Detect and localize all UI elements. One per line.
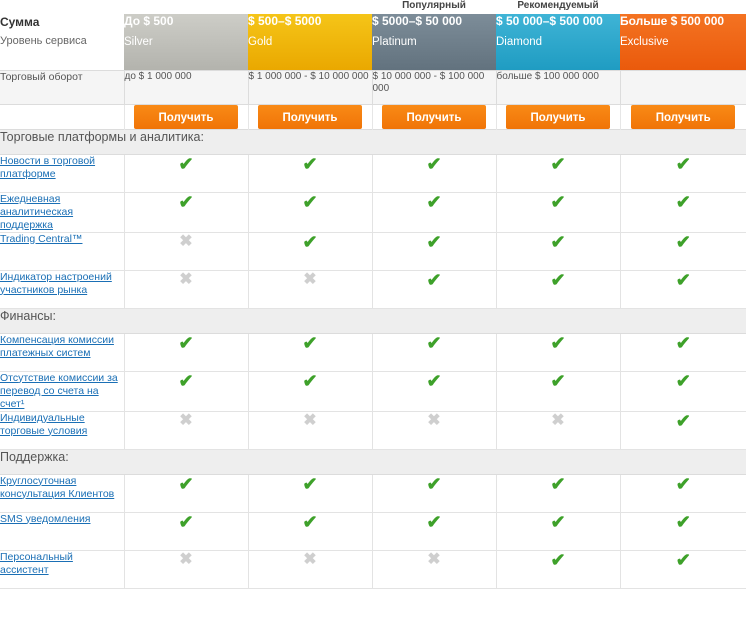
check-icon: ✔	[302, 231, 318, 252]
check-icon: ✔	[550, 549, 566, 570]
feature-value-cell	[620, 333, 746, 371]
feature-value-cell	[248, 333, 372, 371]
tier-name-exclusive: Exclusive	[620, 36, 669, 48]
feature-row	[0, 154, 746, 192]
check-icon: ✔	[550, 191, 566, 212]
feature-label-cell	[0, 411, 124, 449]
check-icon: ✔	[675, 473, 691, 494]
feature-value-cell	[496, 512, 620, 550]
feature-label-cell	[0, 270, 124, 308]
feature-value-cell	[620, 550, 746, 588]
check-icon: ✔	[302, 191, 318, 212]
feature-label-cell	[0, 512, 124, 550]
feature-value-cell	[372, 333, 496, 371]
feature-value-cell	[620, 192, 746, 232]
feature-row	[0, 192, 746, 232]
turnover-value-gold: $ 1 000 000 - $ 10 000 000	[248, 70, 372, 104]
feature-value-cell	[248, 270, 372, 308]
check-icon: ✔	[302, 511, 318, 532]
check-icon: ✔	[178, 153, 194, 174]
feature-value-cell	[372, 232, 496, 270]
check-icon: ✔	[550, 269, 566, 290]
cta-cell-silver	[124, 104, 248, 129]
ribbon-popular: Популярный	[372, 0, 496, 14]
feature-label-cell	[0, 154, 124, 192]
feature-row	[0, 333, 746, 371]
check-icon: ✔	[675, 410, 691, 431]
feature-row	[0, 232, 746, 270]
feature-label-cell	[0, 371, 124, 411]
turnover-value-platinum: $ 10 000 000 - $ 100 000 000	[372, 70, 496, 104]
check-icon: ✔	[675, 269, 691, 290]
feature-value-cell	[620, 154, 746, 192]
ribbon-cell-0	[0, 0, 124, 14]
check-icon: ✔	[550, 473, 566, 494]
feature-link[interactable]: Индикатор настроений участников рынка	[0, 270, 112, 296]
feature-label-cell	[0, 550, 124, 588]
feature-row	[0, 371, 746, 411]
feature-row	[0, 550, 746, 588]
tier-amount-exclusive: Больше $ 500 000	[620, 14, 725, 28]
feature-value-cell	[124, 550, 248, 588]
feature-link[interactable]: Индивидуальные торговые условия	[0, 411, 88, 437]
feature-value-cell	[372, 371, 496, 411]
check-icon: ✔	[302, 332, 318, 353]
feature-row	[0, 270, 746, 308]
tier-name-silver: Silver	[124, 36, 153, 48]
check-icon: ✔	[675, 153, 691, 174]
get-button-silver[interactable]: Получить	[134, 105, 238, 129]
feature-value-cell	[248, 154, 372, 192]
feature-value-cell	[496, 192, 620, 232]
feature-value-cell	[124, 154, 248, 192]
check-icon: ✔	[178, 511, 194, 532]
cta-cell-exclusive	[620, 104, 746, 129]
feature-value-cell	[620, 371, 746, 411]
check-icon: ✔	[178, 332, 194, 353]
check-icon: ✔	[550, 370, 566, 391]
ribbon-cell-2	[248, 0, 372, 14]
get-button-platinum[interactable]: Получить	[382, 105, 486, 129]
feature-value-cell	[620, 411, 746, 449]
feature-value-cell	[124, 333, 248, 371]
feature-link[interactable]: Ежедневная аналитическая поддержка	[0, 192, 74, 231]
cta-row	[0, 104, 746, 129]
feature-value-cell	[620, 232, 746, 270]
check-icon: ✔	[675, 332, 691, 353]
feature-value-cell	[372, 154, 496, 192]
turnover-value-diamond: больше $ 100 000 000	[496, 70, 620, 104]
feature-value-cell	[124, 411, 248, 449]
feature-value-cell	[124, 474, 248, 512]
feature-value-cell	[124, 270, 248, 308]
feature-value-cell	[496, 333, 620, 371]
cross-icon: ✖	[179, 550, 193, 568]
cross-icon: ✖	[303, 411, 317, 429]
feature-label-cell	[0, 192, 124, 232]
check-icon: ✔	[550, 231, 566, 252]
tier-amount-gold: $ 500–$ 5000	[248, 14, 322, 28]
header-tier-silver	[124, 14, 248, 70]
section-header-row	[0, 308, 746, 333]
check-icon: ✔	[675, 231, 691, 252]
turnover-row	[0, 70, 746, 104]
ribbon-cell-1	[124, 0, 248, 14]
check-icon: ✔	[178, 191, 194, 212]
header-legend-amount-label: Сумма	[0, 15, 40, 29]
feature-value-cell	[372, 550, 496, 588]
feature-value-cell	[620, 270, 746, 308]
section-title: Торговые платформы и аналитика:	[0, 129, 746, 154]
header-tier-platinum	[372, 14, 496, 70]
feature-value-cell	[496, 371, 620, 411]
check-icon: ✔	[302, 370, 318, 391]
check-icon: ✔	[426, 191, 442, 212]
cross-icon: ✖	[303, 550, 317, 568]
cross-icon: ✖	[427, 550, 441, 568]
tier-name-diamond: Diamond	[496, 36, 543, 48]
feature-value-cell	[496, 550, 620, 588]
tier-amount-platinum: $ 5000–$ 50 000	[372, 14, 463, 28]
feature-label-cell	[0, 333, 124, 371]
feature-value-cell	[248, 474, 372, 512]
check-icon: ✔	[426, 332, 442, 353]
feature-value-cell	[248, 232, 372, 270]
check-icon: ✔	[302, 153, 318, 174]
feature-value-cell	[248, 192, 372, 232]
tier-amount-diamond: $ 50 000–$ 500 000	[496, 14, 603, 28]
header-tier-gold	[248, 14, 372, 70]
check-icon: ✔	[675, 511, 691, 532]
feature-value-cell	[496, 154, 620, 192]
check-icon: ✔	[178, 473, 194, 494]
cross-icon: ✖	[427, 411, 441, 429]
get-button-diamond[interactable]: Получить	[506, 105, 610, 129]
check-icon: ✔	[426, 231, 442, 252]
feature-value-cell	[496, 232, 620, 270]
ribbon-recommended: Рекомендуемый	[496, 0, 620, 14]
feature-value-cell	[372, 411, 496, 449]
feature-value-cell	[372, 192, 496, 232]
check-icon: ✔	[426, 511, 442, 532]
cross-icon: ✖	[551, 411, 565, 429]
header-legend-service-label: Уровень сервиса	[0, 35, 87, 47]
header-tier-exclusive	[620, 14, 746, 70]
cta-cell-diamond	[496, 104, 620, 129]
ribbon-row	[0, 0, 746, 14]
section-title: Финансы:	[0, 308, 746, 333]
feature-value-cell	[372, 474, 496, 512]
feature-value-cell	[620, 512, 746, 550]
cta-cell-gold	[248, 104, 372, 129]
check-icon: ✔	[178, 370, 194, 391]
feature-link[interactable]: Новости в торговой платформе	[0, 154, 96, 180]
turnover-value-silver: до $ 1 000 000	[124, 70, 248, 104]
check-icon: ✔	[675, 549, 691, 570]
feature-link[interactable]: Компенсация комиссии платежных систем	[0, 333, 114, 359]
tier-name-gold: Gold	[248, 36, 273, 48]
feature-value-cell	[248, 411, 372, 449]
turnover-label: Торговый оборот	[0, 70, 124, 104]
feature-value-cell	[496, 270, 620, 308]
feature-link[interactable]: Круглосуточная консультация Клиентов	[0, 474, 115, 500]
get-button-exclusive[interactable]: Получить	[631, 105, 735, 129]
check-icon: ✔	[302, 473, 318, 494]
turnover-value-exclusive	[620, 70, 746, 104]
feature-value-cell	[248, 371, 372, 411]
check-icon: ✔	[426, 269, 442, 290]
cross-icon: ✖	[179, 270, 193, 288]
feature-value-cell	[124, 232, 248, 270]
feature-value-cell	[248, 512, 372, 550]
feature-link[interactable]: Trading Central™	[0, 232, 83, 245]
feature-row	[0, 474, 746, 512]
get-button-gold[interactable]: Получить	[258, 105, 362, 129]
header-row	[0, 14, 746, 70]
feature-value-cell	[248, 550, 372, 588]
feature-label-cell	[0, 232, 124, 270]
cross-icon: ✖	[179, 232, 193, 250]
feature-link[interactable]: SMS уведомления	[0, 512, 91, 525]
section-title: Поддержка:	[0, 449, 746, 474]
feature-value-cell	[372, 270, 496, 308]
check-icon: ✔	[550, 153, 566, 174]
check-icon: ✔	[550, 332, 566, 353]
section-header-row	[0, 129, 746, 154]
feature-row	[0, 512, 746, 550]
feature-value-cell	[124, 192, 248, 232]
cta-cell-platinum	[372, 104, 496, 129]
feature-value-cell	[496, 474, 620, 512]
check-icon: ✔	[550, 511, 566, 532]
cross-icon: ✖	[303, 270, 317, 288]
header-legend	[0, 14, 124, 70]
feature-value-cell	[496, 411, 620, 449]
check-icon: ✔	[675, 370, 691, 391]
feature-link[interactable]: Персональный ассистент	[0, 550, 73, 576]
feature-value-cell	[124, 371, 248, 411]
check-icon: ✔	[426, 153, 442, 174]
check-icon: ✔	[426, 473, 442, 494]
feature-row	[0, 411, 746, 449]
section-header-row	[0, 449, 746, 474]
check-icon: ✔	[426, 370, 442, 391]
tier-name-platinum: Platinum	[372, 36, 417, 48]
feature-rows-body	[0, 129, 746, 588]
feature-link[interactable]: Отсутствие комиссии за перевод со счета на счет¹	[0, 371, 118, 410]
feature-value-cell	[124, 512, 248, 550]
check-icon: ✔	[675, 191, 691, 212]
tier-amount-silver: До $ 500	[124, 14, 174, 28]
feature-value-cell	[372, 512, 496, 550]
ribbon-cell-5	[620, 0, 746, 14]
cta-cell-empty	[0, 104, 124, 129]
cross-icon: ✖	[179, 411, 193, 429]
feature-label-cell	[0, 474, 124, 512]
feature-value-cell	[620, 474, 746, 512]
header-tier-diamond	[496, 14, 620, 70]
